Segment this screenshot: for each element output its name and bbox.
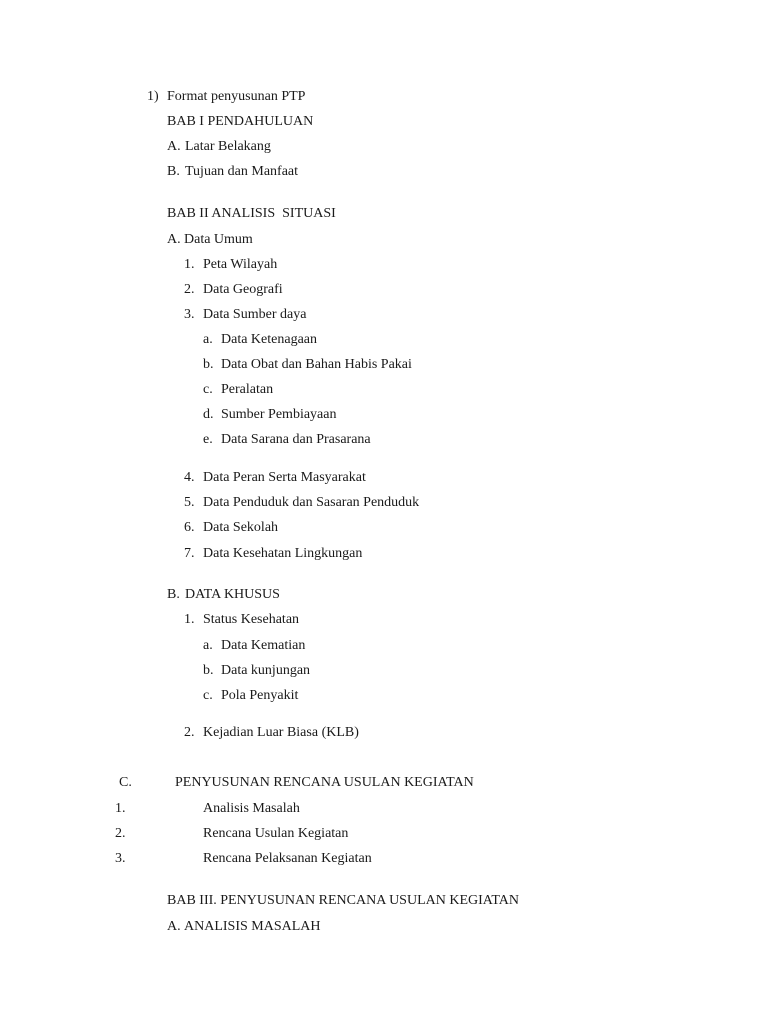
bab2-title: BAB II ANALISIS SITUASI xyxy=(167,206,336,221)
bab3-title: BAB III. PENYUSUNAN RENCANA USULAN KEGIATAN xyxy=(167,893,519,908)
bab1-title: BAB I PENDAHULUAN xyxy=(167,114,314,129)
